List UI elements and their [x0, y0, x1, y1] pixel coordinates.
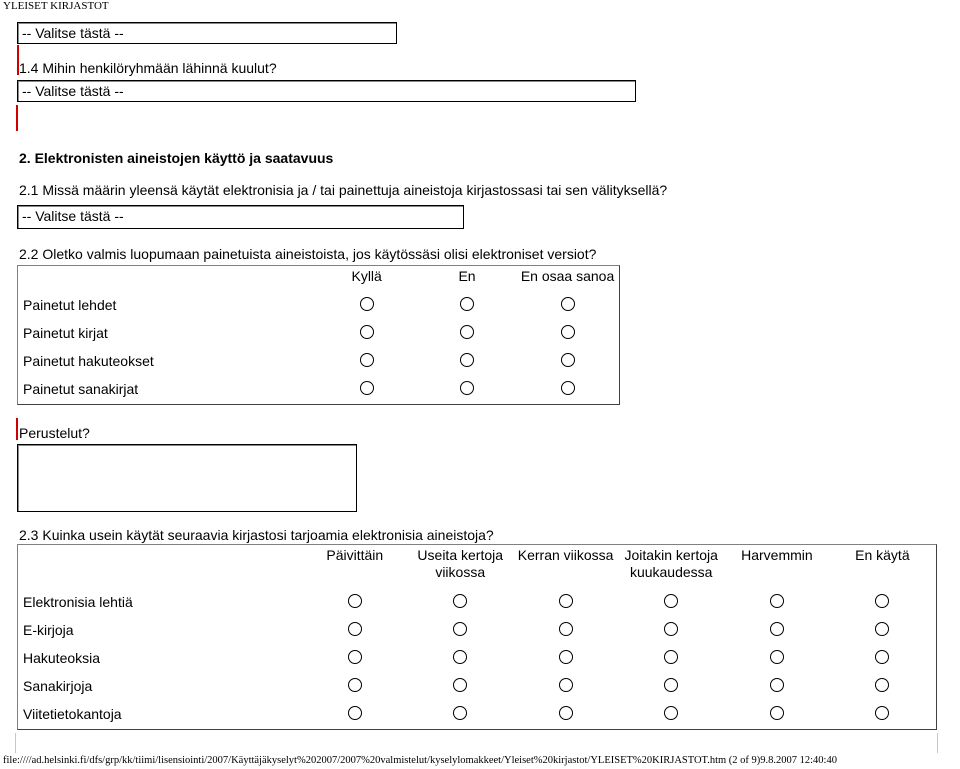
radio-button[interactable] [664, 622, 678, 636]
q2-3-question: 2.3 Kuinka usein käytät seuraavia kirjastosi tarjoamia elektronisia aineistoja? [19, 527, 494, 543]
column-header: En käytä [855, 547, 910, 563]
q2-1-select-value: -- Valitse tästä -- [22, 208, 124, 224]
radio-button[interactable] [875, 678, 889, 692]
reasons-label: Perustelut? [19, 425, 90, 441]
radio-button[interactable] [453, 678, 467, 692]
row-label: E-kirjoja [23, 622, 74, 638]
radio-button[interactable] [664, 650, 678, 664]
radio-button[interactable] [460, 381, 474, 395]
radio-button[interactable] [770, 594, 784, 608]
q2-3-table [17, 544, 937, 730]
radio-button[interactable] [559, 678, 573, 692]
q1-3-select[interactable] [17, 22, 397, 44]
radio-button[interactable] [875, 706, 889, 720]
radio-button[interactable] [561, 325, 575, 339]
radio-button[interactable] [348, 622, 362, 636]
radio-button[interactable] [348, 594, 362, 608]
radio-button[interactable] [770, 650, 784, 664]
radio-button[interactable] [561, 381, 575, 395]
radio-button[interactable] [875, 594, 889, 608]
page-edge-left [15, 733, 16, 753]
radio-button[interactable] [360, 353, 374, 367]
row-label: Painetut kirjat [23, 325, 108, 341]
q1-4-select-value: -- Valitse tästä -- [22, 83, 124, 99]
column-header: En osaa sanoa [520, 268, 615, 284]
required-marker [16, 105, 18, 131]
q2-1-question: 2.1 Missä määrin yleensä käytät elektronisia ja / tai painettuja aineistoja kirjastossasi tai sen välityksellä? [19, 182, 668, 198]
radio-button[interactable] [348, 650, 362, 664]
corner-cell [20, 547, 301, 587]
page-edge-right [937, 733, 938, 753]
q1-3-select-value: -- Valitse tästä -- [22, 25, 124, 41]
radio-button[interactable] [559, 622, 573, 636]
radio-button[interactable] [770, 622, 784, 636]
row-label: Elektronisia lehtiä [23, 594, 133, 610]
page-header-title: YLEISET KIRJASTOT [3, 0, 109, 12]
required-marker [16, 418, 18, 440]
column-header: Päivittäin [326, 547, 384, 563]
corner-cell [20, 268, 315, 290]
radio-button[interactable] [875, 650, 889, 664]
radio-button[interactable] [460, 325, 474, 339]
reasons-textarea[interactable] [17, 444, 357, 512]
column-header: Kyllä [351, 268, 382, 284]
radio-button[interactable] [664, 706, 678, 720]
q2-1-select[interactable] [17, 205, 464, 229]
section-2-title: 2. Elektronisten aineistojen käyttö ja saatavuus [19, 150, 334, 166]
radio-button[interactable] [875, 622, 889, 636]
q2-2-table [17, 265, 620, 405]
radio-button[interactable] [453, 622, 467, 636]
q1-4-select[interactable] [17, 80, 636, 102]
radio-button[interactable] [453, 650, 467, 664]
row-label: Hakuteoksia [23, 650, 101, 666]
column-header: Harvemmin [741, 547, 813, 563]
radio-button[interactable] [561, 353, 575, 367]
radio-button[interactable] [360, 381, 374, 395]
column-header: Kerran viikossa [517, 547, 614, 563]
radio-button[interactable] [664, 678, 678, 692]
page-footer-url: file:////ad.helsinki.fi/dfs/grp/kk/tiimi/lisensiointi/2007/Käyttäjäkyselyt%202007/2007%20valmistelut/kyselylomakkeet/Yleiset%20kirjastot/YLEISET%20KIRJASTOT.htm (2 of 9)9.8.2007 12:40:40 [3, 755, 837, 766]
radio-button[interactable] [460, 353, 474, 367]
radio-button[interactable] [770, 678, 784, 692]
radio-button[interactable] [360, 297, 374, 311]
column-header: En [458, 268, 476, 284]
radio-button[interactable] [460, 297, 474, 311]
row-label: Painetut hakuteokset [23, 353, 154, 369]
row-label: Painetut sanakirjat [23, 381, 139, 397]
radio-button[interactable] [770, 706, 784, 720]
radio-button[interactable] [348, 678, 362, 692]
radio-button[interactable] [664, 594, 678, 608]
row-label: Viitetietokantoja [23, 706, 122, 722]
radio-button[interactable] [559, 706, 573, 720]
row-label: Sanakirjoja [23, 678, 93, 694]
column-header: Joitakin kertoja kuukaudessa [624, 547, 718, 580]
column-header: Useita kertoja viikossa [417, 547, 504, 580]
radio-button[interactable] [561, 297, 575, 311]
q2-2-question: 2.2 Oletko valmis luopumaan painetuista aineistoista, jos käytössäsi olisi elektroniset versiot? [19, 246, 597, 262]
row-label: Painetut lehdet [23, 297, 117, 313]
radio-button[interactable] [360, 325, 374, 339]
radio-button[interactable] [453, 706, 467, 720]
radio-button[interactable] [348, 706, 362, 720]
radio-button[interactable] [453, 594, 467, 608]
q1-4-question: 1.4 Mihin henkilöryhmään lähinnä kuulut? [19, 60, 277, 76]
radio-button[interactable] [559, 594, 573, 608]
radio-button[interactable] [559, 650, 573, 664]
